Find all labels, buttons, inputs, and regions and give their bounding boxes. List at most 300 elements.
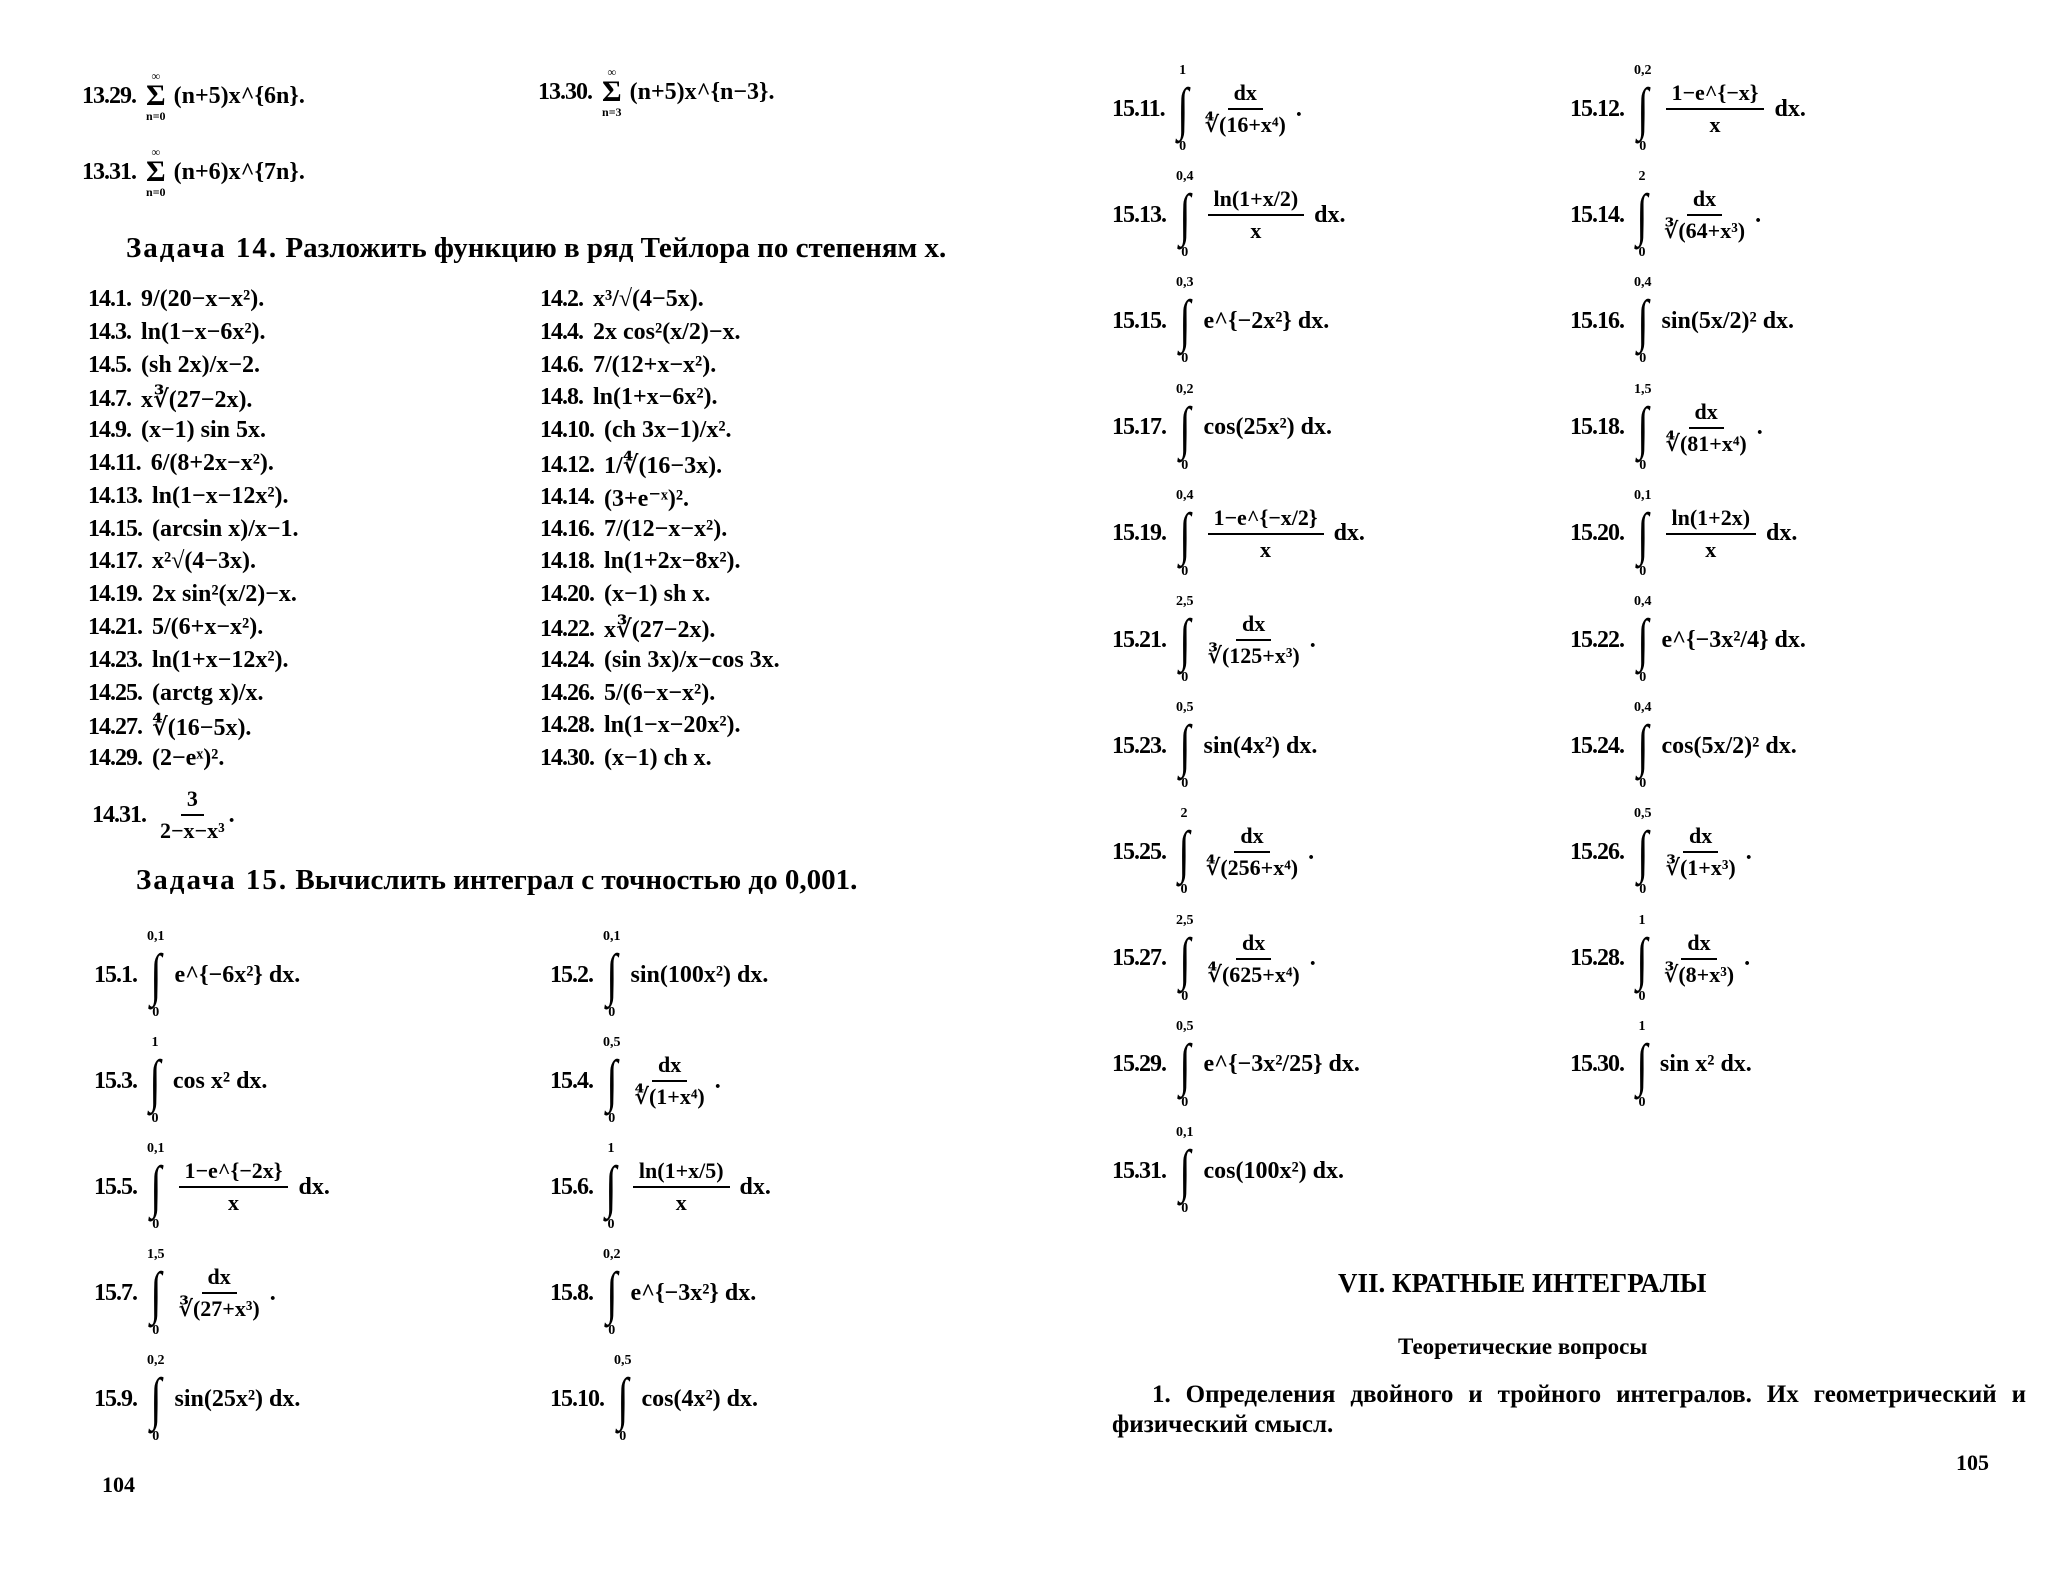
- fraction-denominator: ∛(8+x³): [1663, 961, 1735, 987]
- integral-upper-limit: 0,4: [1634, 275, 1652, 291]
- fraction-denominator: x: [227, 1190, 239, 1215]
- task-label: Задача 15.: [136, 864, 289, 896]
- exercise-number: 14.28.: [540, 712, 594, 739]
- integral-icon: ∫: [149, 1048, 161, 1113]
- integral-icon: ∫: [606, 1048, 618, 1113]
- function-expression: 9/(20−x−x²).: [141, 286, 265, 312]
- function-expression: (3+e⁻ˣ)².: [604, 485, 690, 512]
- exercise-number: 15.22.: [1570, 626, 1624, 653]
- fraction-numerator: dx: [1228, 80, 1263, 110]
- sigma-icon: Σ: [602, 75, 622, 108]
- taylor-exercise: [88, 647, 289, 674]
- integral-upper-limit: 1: [1638, 912, 1646, 928]
- integral-lower-limit: 0: [1639, 882, 1647, 898]
- integral-lower-limit: 0: [1638, 1094, 1646, 1110]
- fraction-numerator: ln(1+x/5): [633, 1158, 730, 1188]
- integrand: cos(100x²) dx.: [1203, 1157, 1345, 1184]
- taylor-exercise: [88, 352, 260, 379]
- integral-exercise: [1570, 1020, 1752, 1110]
- exercise-number: 15.18.: [1570, 414, 1624, 441]
- exercise-number: 14.12.: [540, 451, 594, 478]
- function-expression: ln(1−x−6x²).: [141, 318, 266, 345]
- integral-icon: ∫: [150, 1154, 162, 1219]
- series-exercise: [82, 70, 305, 122]
- integral-upper-limit: 0,2: [1176, 381, 1194, 397]
- integral-icon: ∫: [1178, 819, 1190, 885]
- integral-lower-limit: 0: [608, 1323, 616, 1338]
- page-number: 105: [1956, 1450, 1989, 1475]
- fraction: [160, 786, 225, 844]
- function-expression: x∛(27−2x).: [604, 617, 716, 643]
- integral-exercise: [1570, 383, 1763, 473]
- integral-sign: [1176, 914, 1194, 1004]
- fraction-numerator: 1−e^{−x/2}: [1208, 505, 1324, 535]
- exercise-number: 15.14.: [1570, 201, 1624, 228]
- exercise-number: 13.31.: [82, 158, 136, 185]
- integrand-tail: .: [1744, 945, 1751, 972]
- integral-lower-limit: 0: [1638, 245, 1646, 261]
- integral-icon: ∫: [1179, 182, 1191, 248]
- integral-upper-limit: 0,1: [603, 929, 621, 944]
- integral-exercise: [1112, 170, 1346, 260]
- taylor-exercise: [540, 614, 715, 644]
- integral-upper-limit: 0,4: [1176, 487, 1194, 503]
- exercise-number: 15.6.: [550, 1173, 593, 1200]
- integrand: e^{−2x²} dx.: [1203, 307, 1330, 334]
- fraction-denominator: ∛(27+x³): [178, 1296, 260, 1321]
- integral-lower-limit: 0: [152, 1005, 160, 1020]
- integral-upper-limit: 0,3: [1176, 275, 1194, 291]
- fraction-denominator: ∜(81+x⁴): [1665, 430, 1747, 456]
- fraction-denominator: ∜(256+x⁴): [1205, 855, 1299, 881]
- exercise-number: 15.12.: [1570, 95, 1624, 122]
- integral-sign: [1175, 64, 1191, 154]
- exercise-number: 14.27.: [88, 713, 142, 740]
- integrand-tail: dx.: [298, 1173, 330, 1200]
- function-expression: (sin 3x)/x−cos 3x.: [604, 646, 780, 673]
- integral-lower-limit: 0: [152, 1217, 160, 1232]
- integral-upper-limit: 0,5: [1176, 1018, 1194, 1034]
- function-expression: (sh 2x)/x−2.: [141, 351, 261, 378]
- series-exercise: [538, 66, 775, 118]
- taylor-exercise: [88, 548, 256, 575]
- fraction: [1208, 611, 1300, 669]
- exercise-number: 15.29.: [1112, 1051, 1166, 1078]
- integral-sign: [1634, 276, 1652, 366]
- integral-sign: [1634, 1020, 1650, 1110]
- fraction-denominator: x: [1705, 536, 1717, 562]
- taylor-exercise: [88, 417, 266, 444]
- integral-upper-limit: 2,5: [1176, 912, 1194, 928]
- integral-lower-limit: 0: [1181, 457, 1189, 473]
- integrand: sin(25x²) dx.: [174, 1385, 301, 1412]
- integral-lower-limit: 0: [1181, 351, 1189, 367]
- integral-sign: [614, 1354, 632, 1444]
- integral-icon: ∫: [1637, 713, 1649, 779]
- fraction-numerator: dx: [1236, 611, 1271, 641]
- integral-lower-limit: 0: [1638, 988, 1646, 1004]
- fraction: [1664, 930, 1734, 988]
- fraction: [1666, 399, 1747, 457]
- integrand: e^{−3x²} dx.: [630, 1279, 757, 1306]
- integral-upper-limit: 0,2: [1634, 63, 1652, 78]
- exercise-number: 14.21.: [88, 614, 142, 640]
- fraction-numerator: dx: [1681, 930, 1716, 960]
- exercise-number: 14.13.: [88, 482, 142, 509]
- taylor-exercise: [88, 614, 263, 641]
- fraction-numerator: 1−e^{−x}: [1666, 80, 1765, 110]
- integrand-tail: .: [1309, 626, 1316, 653]
- page-number: 104: [102, 1472, 135, 1497]
- exercise-number: 14.14.: [540, 484, 594, 511]
- exercise-number: 14.23.: [88, 646, 142, 673]
- function-expression: 7/(12−x−x²).: [604, 515, 728, 542]
- fraction-denominator: x: [1250, 218, 1262, 244]
- integral-lower-limit: 0: [152, 1323, 160, 1338]
- exercise-number: 14.2.: [540, 286, 583, 312]
- integral-icon: ∫: [150, 1366, 162, 1431]
- integral-exercise: [1112, 807, 1314, 897]
- integral-upper-limit: 0,5: [603, 1035, 621, 1050]
- integral-lower-limit: 0: [608, 1111, 616, 1126]
- taylor-exercise: [88, 450, 274, 477]
- integral-icon: ∫: [606, 942, 618, 1007]
- function-expression: ∜(16−5x).: [152, 715, 252, 742]
- integral-sign: [1176, 595, 1194, 685]
- integral-exercise: [1570, 914, 1750, 1004]
- function-expression: ln(1−x−20x²).: [604, 712, 741, 739]
- integral-sign: [1634, 914, 1650, 1004]
- integrand: cos(4x²) dx.: [641, 1385, 759, 1412]
- task-15-heading: [136, 864, 857, 897]
- integral-sign: [1634, 489, 1652, 579]
- integral-lower-limit: 0: [1181, 670, 1189, 685]
- exercise-number: 15.3.: [94, 1067, 137, 1094]
- integral-exercise: [94, 1248, 276, 1338]
- fraction-denominator: ∛(1+x³): [1665, 855, 1736, 881]
- fraction-numerator: dx: [1236, 930, 1271, 960]
- integral-exercise: [1112, 276, 1329, 366]
- exercise-number: 14.31.: [92, 801, 146, 828]
- integral-sign: [1634, 701, 1652, 791]
- integral-icon: ∫: [150, 1260, 162, 1325]
- taylor-exercise: [92, 786, 235, 844]
- function-expression: 1/∜(16−3x).: [604, 453, 723, 479]
- integrand: cos x² dx.: [172, 1067, 268, 1094]
- taylor-exercise: [540, 483, 689, 513]
- integral-exercise: [94, 930, 300, 1020]
- integrand-tail: .: [1745, 838, 1752, 865]
- function-expression: ln(1+x−12x²).: [152, 646, 289, 673]
- sum-lower-limit: n=0: [146, 109, 166, 123]
- function-expression: x³/√(4−5x).: [593, 286, 704, 312]
- integrand-tail: .: [269, 1279, 276, 1306]
- function-expression: ln(1−x−12x²).: [152, 482, 289, 509]
- integral-sign: [1634, 595, 1652, 685]
- sum-lower-limit: n=3: [602, 105, 622, 119]
- integral-lower-limit: 0: [1181, 776, 1189, 792]
- integral-icon: ∫: [606, 1260, 618, 1325]
- integrand: sin x² dx.: [1659, 1051, 1752, 1078]
- exercise-number: 14.26.: [540, 679, 594, 706]
- integrand: e^{−6x²} dx.: [174, 961, 301, 988]
- taylor-exercise: [88, 712, 251, 742]
- integrand-tail: dx.: [1766, 520, 1798, 547]
- fraction: [1208, 186, 1305, 244]
- integral-upper-limit: 2,5: [1176, 594, 1194, 609]
- exercise-number: 15.24.: [1570, 732, 1624, 759]
- integral-icon: ∫: [1179, 288, 1191, 354]
- integral-lower-limit: 0: [608, 1005, 616, 1020]
- integral-upper-limit: 0,4: [1634, 594, 1652, 609]
- integral-lower-limit: 0: [1179, 139, 1187, 154]
- integral-icon: ∫: [1636, 1031, 1648, 1097]
- function-expression: 2x cos²(x/2)−x.: [593, 318, 741, 345]
- function-expression: 5/(6+x−x²).: [152, 614, 264, 640]
- fraction: [1206, 823, 1298, 881]
- integral-upper-limit: 0,1: [1176, 1125, 1194, 1140]
- integral-exercise: [1112, 1020, 1360, 1110]
- exercise-number: 14.15.: [88, 515, 142, 542]
- fraction: [179, 1264, 260, 1322]
- integral-upper-limit: 0,4: [1634, 700, 1652, 716]
- integral-icon: ∫: [605, 1154, 617, 1219]
- integral-lower-limit: 0: [152, 1429, 160, 1444]
- fraction-denominator: ∜(16+x⁴): [1204, 112, 1286, 137]
- sigma-icon: Σ: [146, 79, 166, 112]
- taylor-exercise: [540, 319, 741, 346]
- fraction-denominator: ∜(625+x⁴): [1207, 961, 1300, 987]
- integral-icon: ∫: [1637, 819, 1649, 885]
- exercise-number: 15.25.: [1112, 838, 1166, 865]
- exercise-number: 14.11.: [88, 450, 141, 476]
- integral-icon: ∫: [1637, 500, 1649, 566]
- integral-icon: ∫: [1179, 713, 1191, 779]
- integral-upper-limit: 0,5: [1634, 806, 1652, 822]
- integral-lower-limit: 0: [1181, 245, 1189, 261]
- integral-upper-limit: 0,5: [614, 1353, 632, 1368]
- integral-sign: [1634, 807, 1652, 897]
- integral-icon: ∫: [1179, 925, 1191, 991]
- integral-lower-limit: 0: [1639, 563, 1647, 579]
- integral-sign: [1176, 170, 1194, 260]
- function-expression-tail: .: [228, 801, 235, 828]
- taylor-exercise: [540, 548, 741, 575]
- exercise-number: 13.29.: [82, 82, 136, 109]
- function-expression: (ch 3x−1)/x².: [604, 417, 732, 444]
- exercise-number: 14.30.: [540, 745, 594, 772]
- integral-exercise: [550, 1036, 721, 1126]
- integral-sign: [603, 930, 621, 1020]
- integral-upper-limit: 0,1: [1634, 487, 1652, 503]
- exercise-number: 14.20.: [540, 581, 594, 608]
- exercise-number: 15.30.: [1570, 1051, 1624, 1078]
- exercise-number: 15.15.: [1112, 307, 1166, 334]
- integral-upper-limit: 2: [1180, 806, 1188, 822]
- function-expression: 6/(8+2x−x²).: [150, 450, 274, 476]
- sum-lower-limit: n=0: [146, 185, 166, 199]
- exercise-number: 15.9.: [94, 1385, 137, 1412]
- integral-exercise: [1570, 595, 1806, 685]
- exercise-number: 15.4.: [550, 1067, 593, 1094]
- taylor-exercise: [540, 516, 727, 543]
- integrand: sin(5x/2)² dx.: [1661, 307, 1795, 334]
- integral-lower-limit: 0: [1639, 776, 1647, 792]
- fraction: [179, 1158, 289, 1216]
- integral-lower-limit: 0: [1181, 988, 1189, 1004]
- taylor-exercise: [88, 516, 299, 543]
- integrand-tail: .: [1756, 414, 1763, 441]
- integral-upper-limit: 0,5: [1176, 700, 1194, 716]
- right-page: [1036, 0, 2072, 1579]
- fraction-denominator: 2−x−x³: [160, 818, 225, 843]
- integral-icon: ∫: [1637, 288, 1649, 354]
- exercise-number: 15.11.: [1112, 95, 1165, 122]
- integral-exercise: [1112, 383, 1332, 473]
- fraction-numerator: dx: [202, 1264, 237, 1294]
- integral-sign: [1176, 489, 1194, 579]
- integral-exercise: [550, 930, 768, 1020]
- exercise-number: 15.13.: [1112, 201, 1166, 228]
- task-statement: Разложить функцию в ряд Тейлора по степеням x.: [285, 232, 947, 264]
- exercise-number: 14.5.: [88, 351, 131, 378]
- integral-sign: [1176, 807, 1192, 897]
- integral-exercise: [1570, 276, 1794, 366]
- integral-sign: [147, 1248, 165, 1338]
- integrand: cos(5x/2)² dx.: [1661, 732, 1797, 759]
- exercise-number: 15.27.: [1112, 945, 1166, 972]
- integral-icon: ∫: [1179, 1138, 1191, 1203]
- integral-exercise: [550, 1142, 771, 1232]
- integrand: sin(100x²) dx.: [630, 961, 769, 988]
- integral-upper-limit: 0,2: [147, 1353, 165, 1368]
- fraction: [1664, 186, 1745, 244]
- integral-exercise: [94, 1142, 330, 1232]
- function-expression: (arctg x)/x.: [152, 679, 264, 706]
- exercise-number: 15.16.: [1570, 307, 1624, 334]
- integral-icon: ∫: [150, 942, 162, 1007]
- integral-sign: [1176, 383, 1194, 473]
- integral-icon: ∫: [1637, 394, 1649, 460]
- exercise-number: 15.7.: [94, 1279, 137, 1306]
- integrand-tail: .: [714, 1067, 721, 1094]
- integral-upper-limit: 1: [1638, 1018, 1646, 1034]
- taylor-exercise: [540, 450, 722, 480]
- integrand-tail: dx.: [1774, 95, 1806, 122]
- chapter-title: VII. КРАТНЫЕ ИНТЕГРАЛЫ: [1338, 1268, 1707, 1298]
- fraction: [633, 1158, 730, 1216]
- exercise-number: 15.26.: [1570, 838, 1624, 865]
- integral-sign: [147, 1142, 165, 1232]
- taylor-exercise: [540, 581, 710, 608]
- sum-upper-limit: ∞: [607, 65, 617, 79]
- fraction-numerator: dx: [1683, 823, 1718, 853]
- integral-icon: ∫: [1177, 76, 1189, 141]
- integral-sign: [147, 1354, 165, 1444]
- integrand: sin(4x²) dx.: [1203, 732, 1318, 759]
- fraction-numerator: 3: [181, 786, 204, 816]
- exercise-number: 14.7.: [88, 385, 131, 412]
- integral-sign: [1634, 170, 1650, 260]
- function-expression: 2x sin²(x/2)−x.: [152, 581, 297, 608]
- exercise-number: 15.21.: [1112, 626, 1166, 653]
- taylor-exercise: [540, 384, 718, 411]
- sigma-icon: Σ: [146, 155, 166, 188]
- taylor-exercise: [88, 384, 252, 414]
- exercise-number: 14.18.: [540, 548, 594, 575]
- series-term: (n+6)x^{7n}.: [173, 158, 305, 185]
- taylor-exercise: [88, 319, 266, 346]
- integral-lower-limit: 0: [1639, 457, 1647, 473]
- integral-exercise: [1570, 170, 1761, 260]
- integral-exercise: [550, 1248, 756, 1338]
- series-exercise: [82, 146, 305, 198]
- taylor-exercise: [88, 745, 224, 772]
- integral-icon: ∫: [1637, 76, 1649, 141]
- integral-sign: [1634, 383, 1652, 473]
- integral-icon: ∫: [617, 1366, 629, 1431]
- integral-upper-limit: 1: [607, 1141, 615, 1156]
- integral-exercise: [94, 1036, 267, 1126]
- function-expression: x∛(27−2x).: [141, 387, 253, 414]
- fraction: [1666, 823, 1736, 881]
- exercise-number: 15.17.: [1112, 414, 1166, 441]
- exercise-number: 15.2.: [550, 961, 593, 988]
- exercise-number: 15.10.: [550, 1385, 604, 1412]
- integral-upper-limit: 0,2: [603, 1247, 621, 1262]
- fraction-denominator: ∜(1+x⁴): [634, 1084, 705, 1109]
- integral-upper-limit: 1,5: [1634, 381, 1652, 397]
- integral-lower-limit: 0: [1181, 1094, 1189, 1110]
- integrand-tail: dx.: [739, 1173, 771, 1200]
- exercise-number: 15.1.: [94, 961, 137, 988]
- integrand: e^{−3x²/25} dx.: [1203, 1051, 1360, 1078]
- fraction: [1208, 930, 1300, 988]
- taylor-exercise: [540, 352, 716, 379]
- fraction: [1666, 80, 1765, 138]
- taylor-exercise: [88, 581, 297, 608]
- fraction-numerator: dx: [652, 1052, 687, 1082]
- integral-sign: [1634, 64, 1652, 154]
- exercise-number: 14.8.: [540, 384, 583, 411]
- exercise-number: 14.10.: [540, 417, 594, 444]
- integral-exercise: [1112, 64, 1302, 154]
- exercise-number: 14.16.: [540, 515, 594, 542]
- fraction: [1666, 505, 1757, 563]
- exercise-number: 14.6.: [540, 351, 583, 378]
- integral-upper-limit: 1,5: [147, 1247, 165, 1262]
- integral-exercise: [1112, 914, 1316, 1004]
- exercise-number: 14.3.: [88, 318, 131, 345]
- integral-exercise: [1112, 595, 1316, 685]
- sum-upper-limit: ∞: [151, 145, 161, 159]
- fraction-numerator: dx: [1687, 186, 1722, 216]
- integral-upper-limit: 1: [151, 1035, 159, 1050]
- taylor-exercise: [88, 286, 264, 313]
- integral-lower-limit: 0: [1639, 351, 1647, 367]
- fraction: [1208, 505, 1324, 563]
- integral-sign: [1176, 276, 1194, 366]
- integral-sign: [603, 1248, 621, 1338]
- exercise-number: 14.19.: [88, 581, 142, 608]
- taylor-exercise: [540, 286, 704, 313]
- integral-exercise: [1570, 489, 1797, 579]
- taylor-exercise: [88, 483, 289, 510]
- summation-sign: [146, 146, 166, 198]
- integral-sign: [1176, 701, 1194, 791]
- integral-sign: [147, 930, 165, 1020]
- series-term: (n+5)x^{6n}.: [173, 82, 305, 109]
